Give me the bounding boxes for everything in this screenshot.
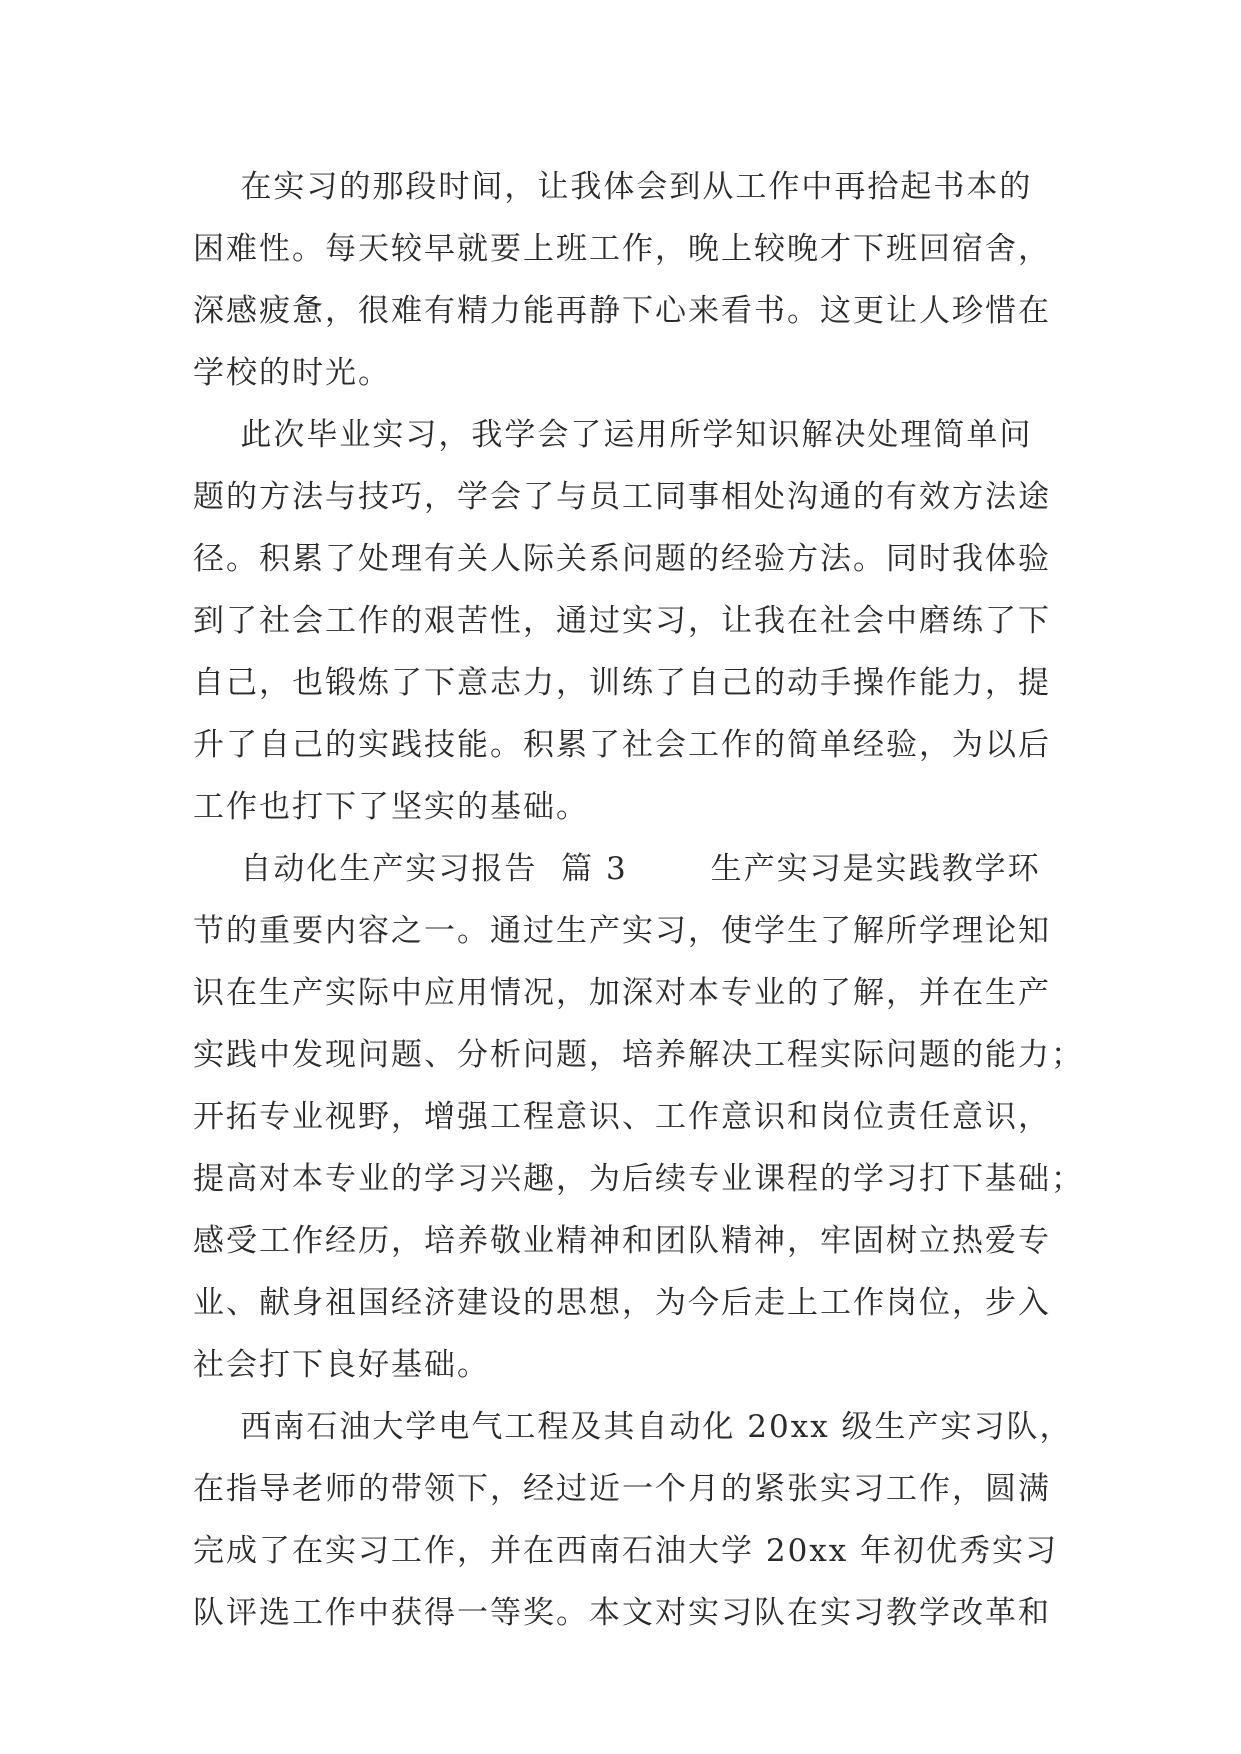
text-line: 工作也打下了坚实的基础。 [193, 789, 589, 825]
text-line: 此次毕业实习，我学会了运用所学知识解决处理简单问 [193, 417, 1033, 453]
text-line: 节的重要内容之一。通过生产实习，使学生了解所学理论知 [193, 913, 1051, 949]
text-line: 感受工作经历，培养敬业精神和团队精神，牢固树立热爱专 [193, 1223, 1051, 1259]
text-line: 社会打下良好基础。 [193, 1347, 490, 1383]
text-line: 自动化生产实习报告 篇 3 生产实习是实践教学环 [193, 851, 1041, 887]
text-line: 困难性。每天较早就要上班工作，晚上较晚才下班回宿舍， [193, 231, 1051, 267]
document-body [193, 156, 1084, 1644]
text-line: 实践中发现问题、分析问题，培养解决工程实际问题的能力； [193, 1037, 1084, 1073]
text-line: 径。积累了处理有关人际关系问题的经验方法。同时我体验 [193, 541, 1051, 577]
text-line: 题的方法与技巧，学会了与员工同事相处沟通的有效方法途 [193, 479, 1051, 515]
text-line: 西南石油大学电气工程及其自动化 20xx 级生产实习队， [193, 1409, 1073, 1445]
text-line: 业、献身祖国经济建设的思想，为今后走上工作岗位，步入 [193, 1285, 1051, 1321]
text-line: 自己，也锻炼了下意志力，训练了自己的动手操作能力，提 [193, 665, 1051, 701]
text-line: 深感疲惫，很难有精力能再静下心来看书。这更让人珍惜在 [193, 293, 1051, 329]
text-line: 在实习的那段时间，让我体会到从工作中再拾起书本的 [193, 169, 1033, 205]
text-line: 识在生产实际中应用情况，加深对本专业的了解，并在生产 [193, 975, 1051, 1011]
text-line: 提高对本专业的学习兴趣，为后续专业课程的学习打下基础； [193, 1161, 1084, 1197]
text-line: 学校的时光。 [193, 355, 391, 391]
text-line: 在指导老师的带领下，经过近一个月的紧张实习工作，圆满 [193, 1471, 1051, 1507]
text-line: 升了自己的实践技能。积累了社会工作的简单经验，为以后 [193, 727, 1051, 763]
text-line: 完成了在实习工作，并在西南石油大学 20xx 年初优秀实习 [193, 1533, 1059, 1569]
text-line: 到了社会工作的艰苦性，通过实习，让我在社会中磨练了下 [193, 603, 1051, 639]
text-line: 开拓专业视野，增强工程意识、工作意识和岗位责任意识， [193, 1099, 1051, 1135]
text-line: 队评选工作中获得一等奖。本文对实习队在实习教学改革和 [193, 1595, 1051, 1631]
